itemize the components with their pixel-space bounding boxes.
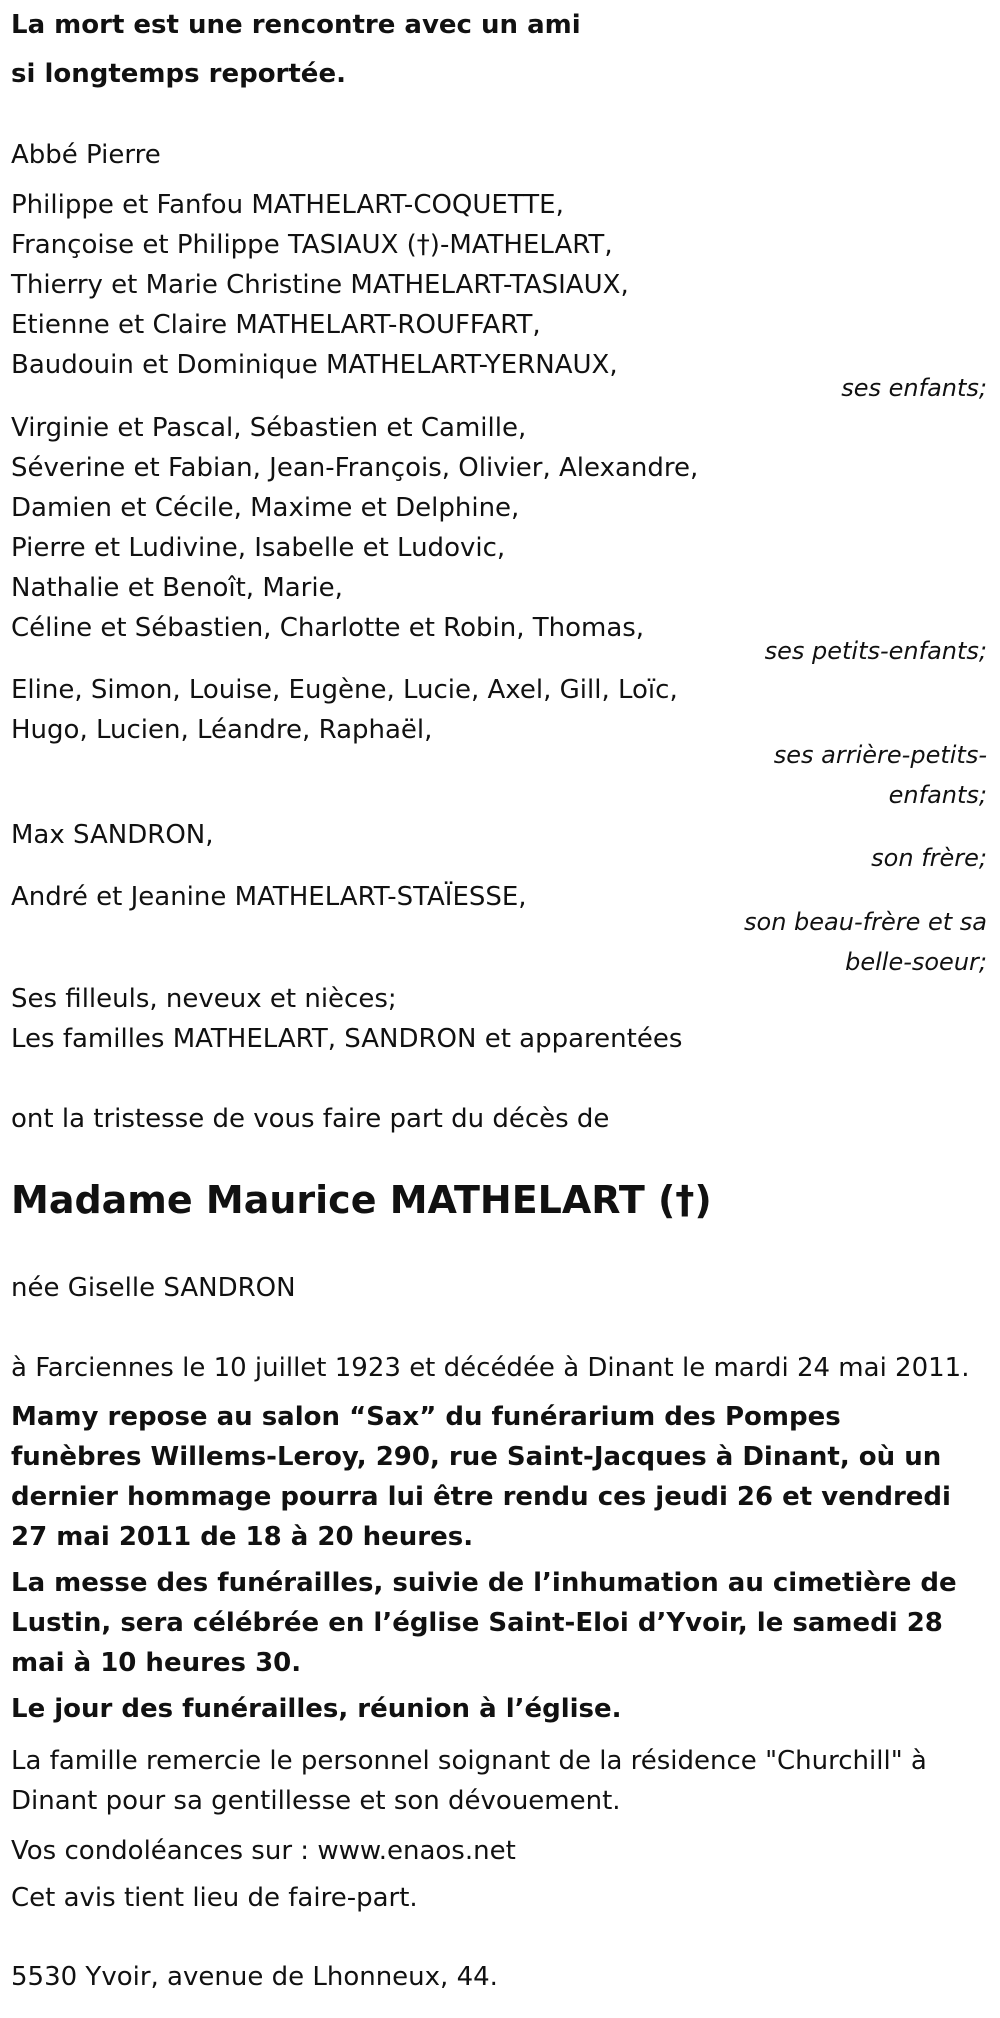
grandchild-line: Damien et Cécile, Maxime et Delphine,	[11, 493, 520, 523]
quote-author: Abbé Pierre	[11, 140, 161, 170]
others-line-2: Les familles MATHELART, SANDRON et apparentées	[11, 1024, 683, 1054]
child-line: Etienne et Claire MATHELART-ROUFFART,	[11, 310, 541, 340]
great-grandchildren-role-1: ses arrière-petits-	[773, 741, 987, 769]
address: 5530 Yvoir, avenue de Lhonneux, 44.	[11, 1962, 498, 1992]
grandchild-line: Virginie et Pascal, Sébastien et Camille,	[11, 413, 527, 443]
others-line-1: Ses filleuls, neveux et nièces;	[11, 984, 397, 1014]
child-line: Thierry et Marie Christine MATHELART-TASIAUX,	[11, 270, 629, 300]
mass-info: La messe des funérailles, suivie de l’inhumation au cimetière de Lustin, sera célébrée en l’église Saint-Eloi d’Yvoir, le samedi 28 mai à 10 heures 30.	[11, 1568, 957, 1678]
children-role: ses enfants;	[841, 374, 987, 402]
in-laws-role-1: son beau-frère et sa	[744, 908, 987, 936]
grandchildren-role: ses petits-enfants;	[764, 637, 987, 665]
grandchild-line: Séverine et Fabian, Jean-François, Olivier, Alexandre,	[11, 453, 699, 483]
thanks-message: La famille remercie le personnel soignant de la résidence "Churchill" à Dinant pour sa gentillesse et son dévouement.	[11, 1746, 927, 1816]
quote-line-1: La mort est une rencontre avec un ami	[11, 10, 581, 40]
grandchild-line: Céline et Sébastien, Charlotte et Robin, Thomas,	[11, 613, 645, 643]
child-line: Françoise et Philippe TASIAUX (†)-MATHELART,	[11, 230, 613, 260]
deceased-born-name: née Giselle SANDRON	[11, 1273, 296, 1303]
deceased-name: Madame Maurice MATHELART (†)	[11, 1178, 712, 1222]
in-laws-name: André et Jeanine MATHELART-STAÏESSE,	[11, 882, 527, 912]
in-laws-role-2: belle-soeur;	[845, 948, 987, 976]
quote-line-2: si longtemps reportée.	[11, 59, 346, 89]
brother-name: Max SANDRON,	[11, 820, 214, 850]
grandchild-line: Nathalie et Benoît, Marie,	[11, 573, 343, 603]
visitation-info: Mamy repose au salon “Sax” du funérarium des Pompes funèbres Willems-Leroy, 290, rue Saint-Jacques à Dinant, où un dernier hommage pourra lui être rendu ces jeudi 26 et vendredi 27 mai 2011 de 18 à 20 heures.	[11, 1402, 951, 1552]
announcement: ont la tristesse de vous faire part du décès de	[11, 1104, 610, 1134]
meeting-info: Le jour des funérailles, réunion à l’église.	[11, 1694, 622, 1724]
deceased-dates: à Farciennes le 10 juillet 1923 et décédée à Dinant le mardi 24 mai 2011.	[11, 1353, 970, 1383]
child-line: Baudouin et Dominique MATHELART-YERNAUX,	[11, 350, 618, 380]
great-grandchildren-role-2: enfants;	[888, 781, 987, 809]
notice-line: Cet avis tient lieu de faire-part.	[11, 1883, 418, 1913]
grandchild-line: Pierre et Ludivine, Isabelle et Ludovic,	[11, 533, 506, 563]
great-grandchild-line: Hugo, Lucien, Léandre, Raphaël,	[11, 715, 433, 745]
child-line: Philippe et Fanfou MATHELART-COQUETTE,	[11, 190, 564, 220]
great-grandchild-line: Eline, Simon, Louise, Eugène, Lucie, Axel, Gill, Loïc,	[11, 675, 678, 705]
brother-role: son frère;	[871, 844, 987, 872]
condolences-info: Vos condoléances sur : www.enaos.net	[11, 1836, 516, 1866]
